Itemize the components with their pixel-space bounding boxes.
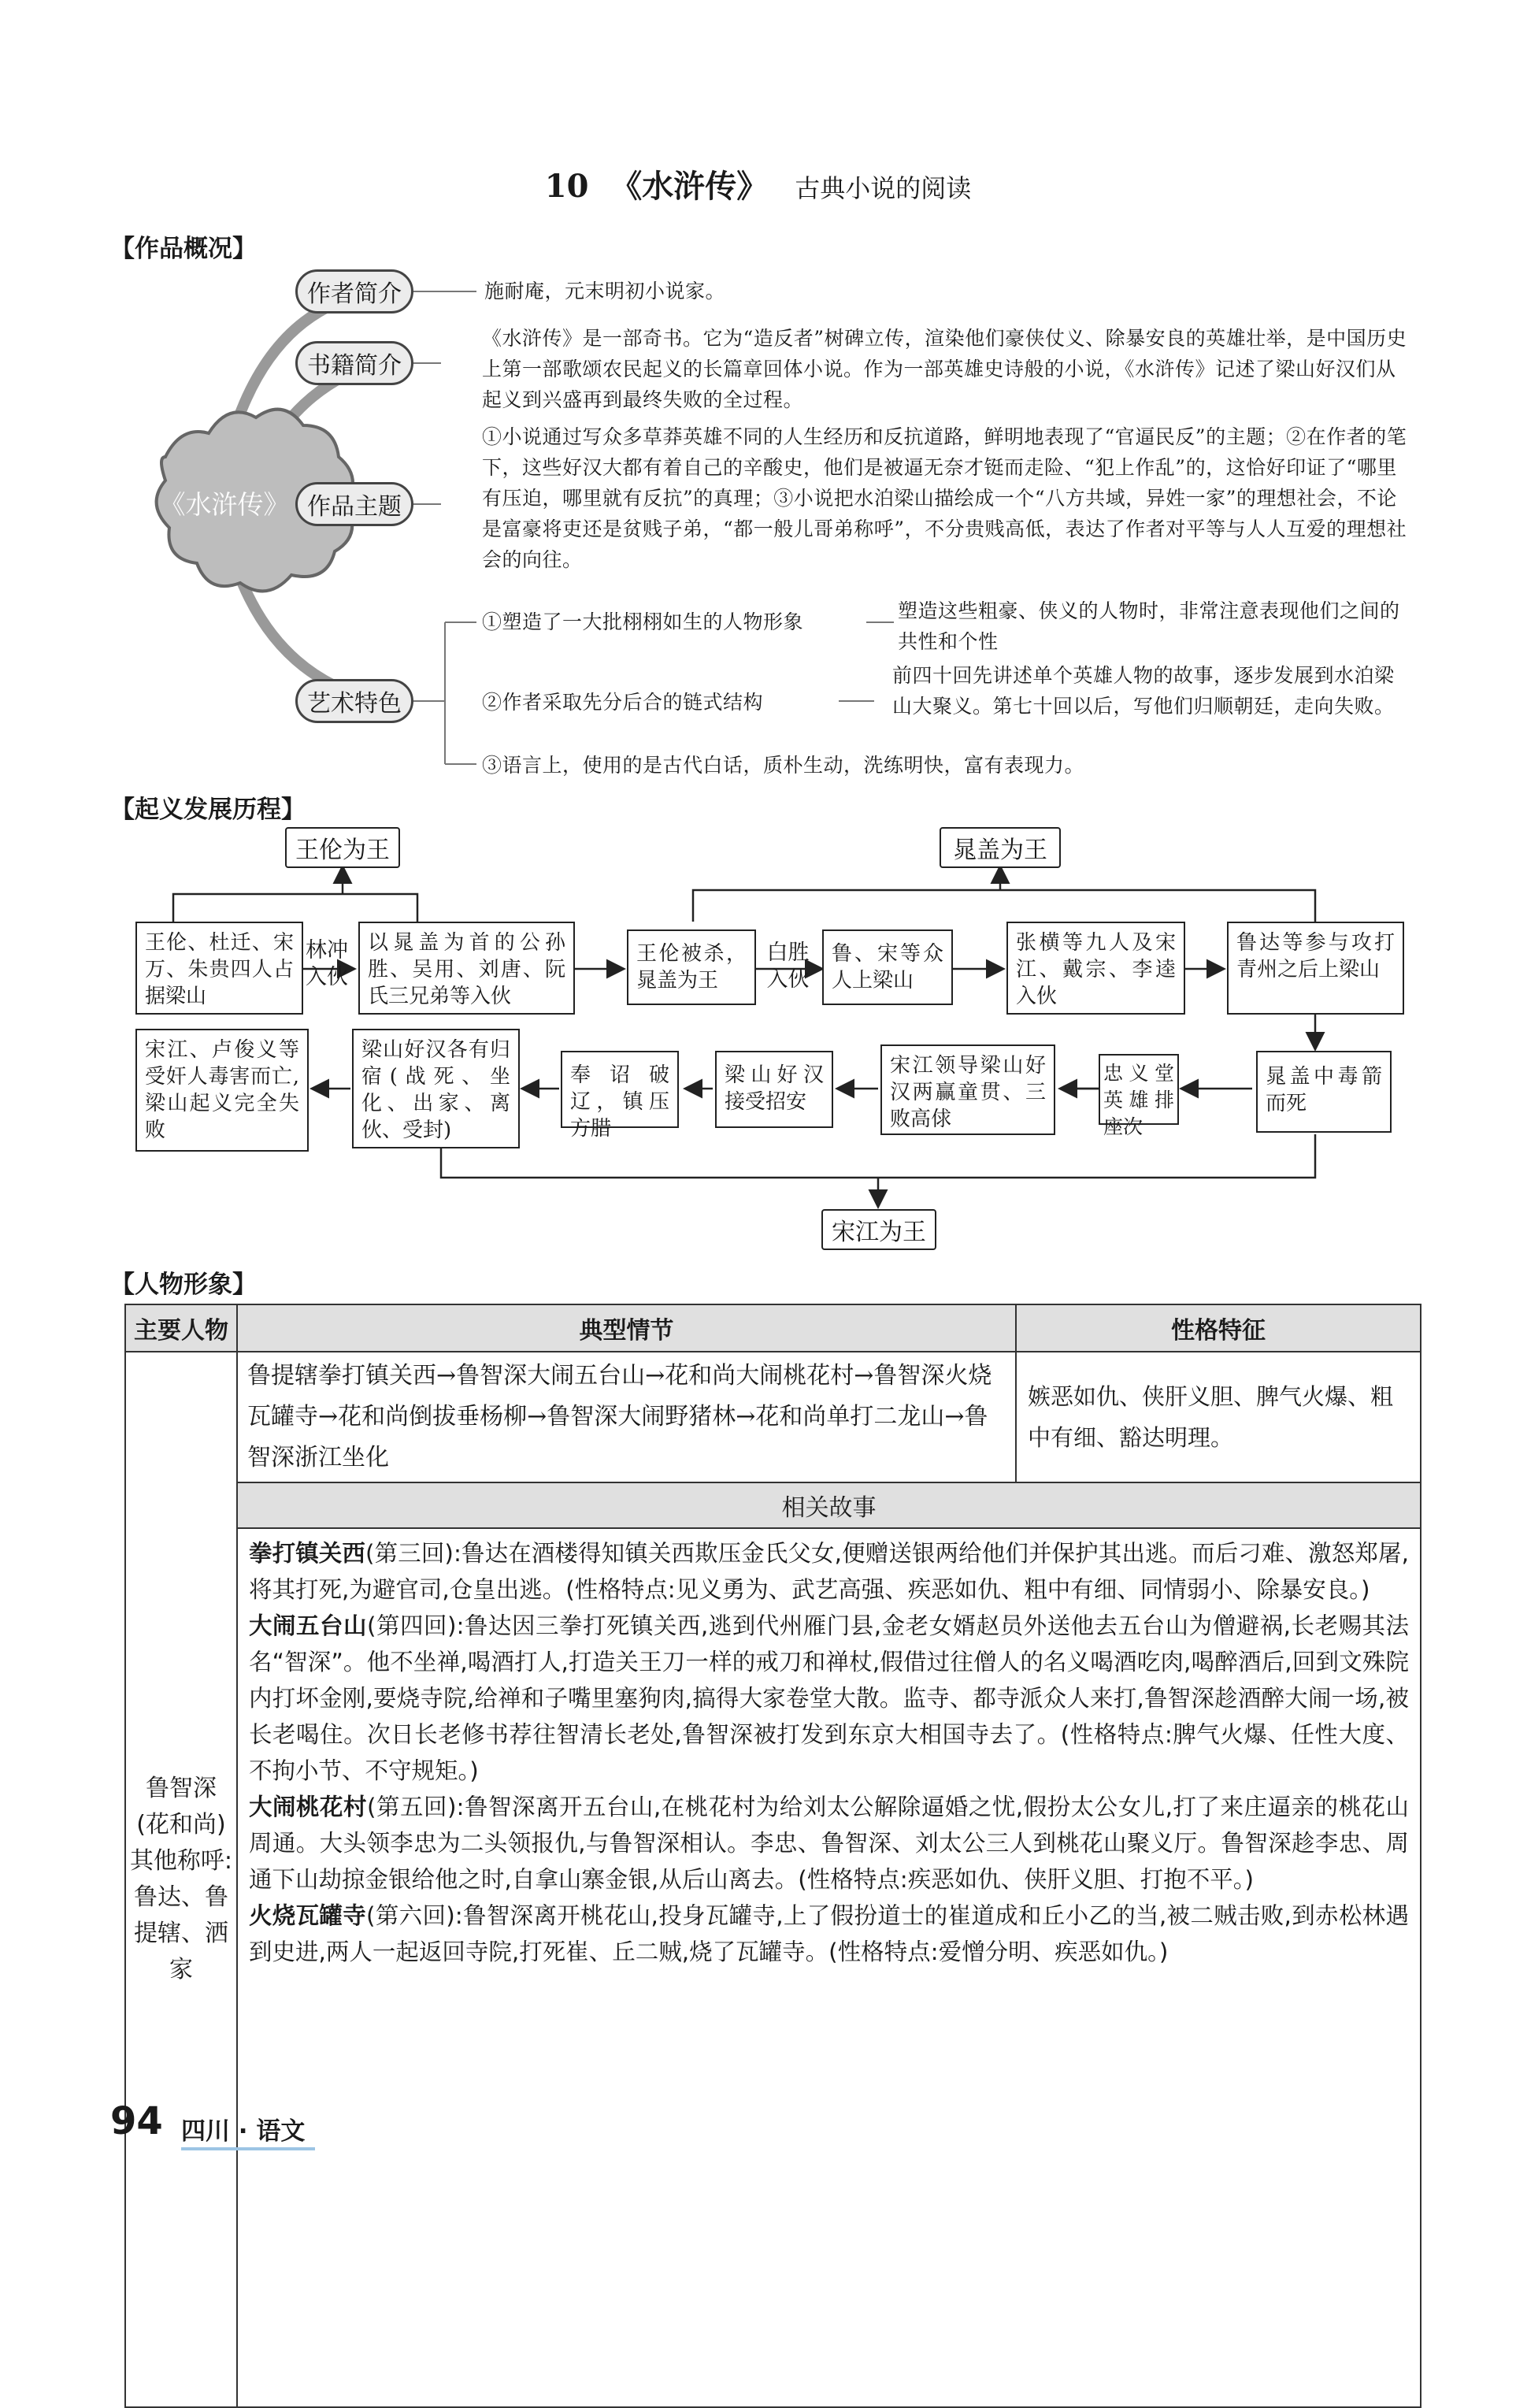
story-1-title: 拳打镇关西 [249,1540,366,1567]
theme-text: ①小说通过写众多草莽英雄不同的人生经历和反抗道路，鲜明地表现了“官逼民反”的主题；②在作者的笔下，这些好汉大都有着自己的辛酸史，他们是被逼无奈才铤而走险、“犯上作乱”的，这恰好印证了“哪里有压迫，哪里就有反抗”的真理；③小说把水泊梁山描绘成一个“八方共域，异姓一家”的理想社会，不论是富豪将吏还是贫贱子弟，“都一般儿哥弟称呼”，不分贵贱高低，表达了作者对平等与人人互爱的理想社会的向往。 [482,425,1407,571]
story-1-text: :鲁达在酒楼得知镇关西欺压金氏父女,便赠送银两给他们并保护其出逃。而后刁难、激怒郑屠,将其打死,为避官司,仓皇出逃。(性格特点:见义勇为、武艺高强、疾恶如仇、粗中有细、同情弱小、除暴安良。) [249,1540,1409,1603]
flow-step-8: 忠义堂英雄排座次 [1099,1054,1179,1125]
flow-king-songjiang: 宋江为王 [821,1209,936,1250]
page-number: 94 [110,2099,163,2143]
flow-step-3: 王伦被杀，晁盖为王 [627,929,756,1005]
flow-king-wanglun: 王伦为王 [285,827,400,868]
art-note-2: 前四十回先讲述单个英雄人物的故事，逐步发展到水泊梁山大聚义。第七十回以后，写他们归顺朝廷，走向失败。 [892,664,1395,718]
character-table [124,1304,1421,2408]
story-4-chapter: (第六回) [366,1902,455,1929]
flow-step-6: 鲁达等参与攻打青州之后上梁山 [1227,922,1404,1015]
art-item-2: ②作者采取先分后合的链式结构 [482,691,764,714]
related-stories [237,1528,1421,2407]
story-2-title: 大闹五台山 [249,1612,367,1639]
footer-rule [181,2147,315,2150]
flow-step-4: 鲁、宋等众人上梁山 [822,929,953,1005]
flow-step-10: 梁山好汉接受招安 [715,1051,833,1128]
story-3-text: :鲁智深离开五台山,在桃花村为给刘太公解除逼婚之忧,假扮太公女儿,打了来庄逼亲的桃花山周通。大头领李忠为二头领报仇,与鲁智深相认。李忠、鲁智深、刘太公三人到桃花山聚义厅。鲁智深趁李忠、周通下山劫掠金银给他之时,自拿山寨金银,从后山离去。(性格特点:疾恶如仇、侠肝义胆、打抱不平。) [249,1794,1409,1893]
character-name [125,1352,237,2407]
flow-king-chaogai: 晁盖为王 [940,827,1061,868]
flow-label-baisheng: 白胜入伙 [766,941,810,992]
art-item-3: ③语言上，使用的是古代白话，质朴生动，洗练明快，富有表现力。 [482,754,1085,777]
label-book: 书籍简介 [295,341,413,385]
story-3-title: 大闹桃花村 [249,1794,367,1820]
book-text: 《水浒传》是一部奇书。它为“造反者”树碑立传，渲染他们豪侠仗义、除暴安良的英雄壮举，是中国历史上第一部歌颂农民起义的长篇章回体小说。作为一部英雄史诗般的小说，《水浒传》记述了梁山好汉们从起义到兴盛再到最终失败的全过程。 [482,327,1407,411]
story-4-text: :鲁智深离开桃花山,投身瓦罐寺,上了假扮道士的崔道成和丘小乙的当,被二贼击败,到赤松林遇到史进,两人一起返回寺院,打死崔、丘二贼,烧了瓦罐寺。(性格特点:爱憎分明、疾恶如仇。) [249,1902,1409,1965]
flow-step-1: 王伦、杜迁、宋万、朱贵四人占据梁山 [135,922,303,1015]
label-author: 作者简介 [295,269,413,314]
story-1-chapter: (第三回) [365,1540,454,1567]
art-item-1: ①塑造了一大批栩栩如生的人物形象 [482,610,804,633]
section-heading-overview: 【作品概况】 [110,235,257,263]
cloud-label: 《水浒传》 [159,489,290,520]
header-traits: 性格特征 [1016,1304,1421,1352]
story-4 [249,1898,1409,1970]
label-art: 艺术特色 [295,679,413,723]
story-1 [249,1535,1409,1608]
label-theme: 作品主题 [295,482,413,526]
art-note-1: 塑造这些粗豪、侠义的人物时，非常注意表现他们之间的共性和个性 [898,599,1400,653]
character-name-text: 鲁智深 (花和尚) 其他称呼: 鲁达、鲁提辖、洒家 [129,1775,233,1983]
book-title: 《水浒传》 [610,168,769,205]
story-2-chapter: (第四回) [367,1612,457,1639]
header-typical-plot: 典型情节 [237,1304,1016,1352]
author-text: 施耐庵，元末明初小说家。 [484,280,726,302]
header-related-stories: 相关故事 [237,1482,1421,1528]
story-3 [249,1789,1409,1898]
header-main-character: 主要人物 [125,1304,237,1352]
flow-step-2: 以晁盖为首的公孙胜、吴用、刘唐、阮氏三兄弟等入伙 [358,922,575,1015]
story-4-title: 火烧瓦罐寺 [249,1902,367,1929]
section-heading-history: 【起义发展历程】 [110,796,306,824]
lesson-number: 10 [544,168,589,205]
lesson-subtitle: 古典小说的阅读 [795,173,972,203]
story-3-chapter: (第五回) [367,1794,457,1820]
story-2-text: :鲁达因三拳打死镇关西,逃到代州雁门县,金老女婿赵员外送他去五台山为僧避祸,长老赐其法名“智深”。他不坐禅,喝酒打人,打造关王刀一样的戒刀和禅杖,假借过往僧人的名义喝酒吃肉,喝醉酒后,回到文殊院内打坏金刚,要烧寺院,给禅和子嘴里塞狗肉,搞得大家卷堂大散。监寺、都寺派众人来打,鲁智深趁酒醉大闹一场,被长老喝住。次日长老修书荐往智清长老处,鲁智深被打发到东京大相国寺去了。(性格特点:脾气火爆、任性大度、不拘小节、不守规矩。) [249,1612,1409,1784]
flow-step-11: 奉诏破辽，镇压方腊 [561,1051,679,1128]
footer-label: 四川 · 语文 [181,2117,306,2146]
story-2 [249,1608,1409,1789]
flow-step-9: 宋江领导梁山好汉两赢童贯、三败高俅 [880,1044,1055,1135]
flow-step-12: 梁山好汉各有归宿(战死、坐化、出家、离伙、受封) [352,1029,520,1148]
character-traits: 嫉恶如仇、侠肝义胆、脾气火爆、粗中有细、豁达明理。 [1016,1352,1421,1482]
flow-step-7: 晁盖中毒箭而死 [1256,1051,1392,1133]
section-heading-characters: 【人物形象】 [110,1271,257,1299]
flow-step-13: 宋江、卢俊义等受奸人毒害而亡,梁山起义完全失败 [135,1029,309,1152]
flow-step-5: 张横等九人及宋江、戴宗、李逵入伙 [1006,922,1185,1015]
character-plot: 鲁提辖拳打镇关西→鲁智深大闹五台山→花和尚大闹桃花村→鲁智深火烧瓦罐寺→花和尚倒拔垂杨柳→鲁智深大闹野猪林→花和尚单打二龙山→鲁智深浙江坐化 [237,1352,1016,1482]
flow-label-linchong: 林冲入伙 [306,938,348,989]
